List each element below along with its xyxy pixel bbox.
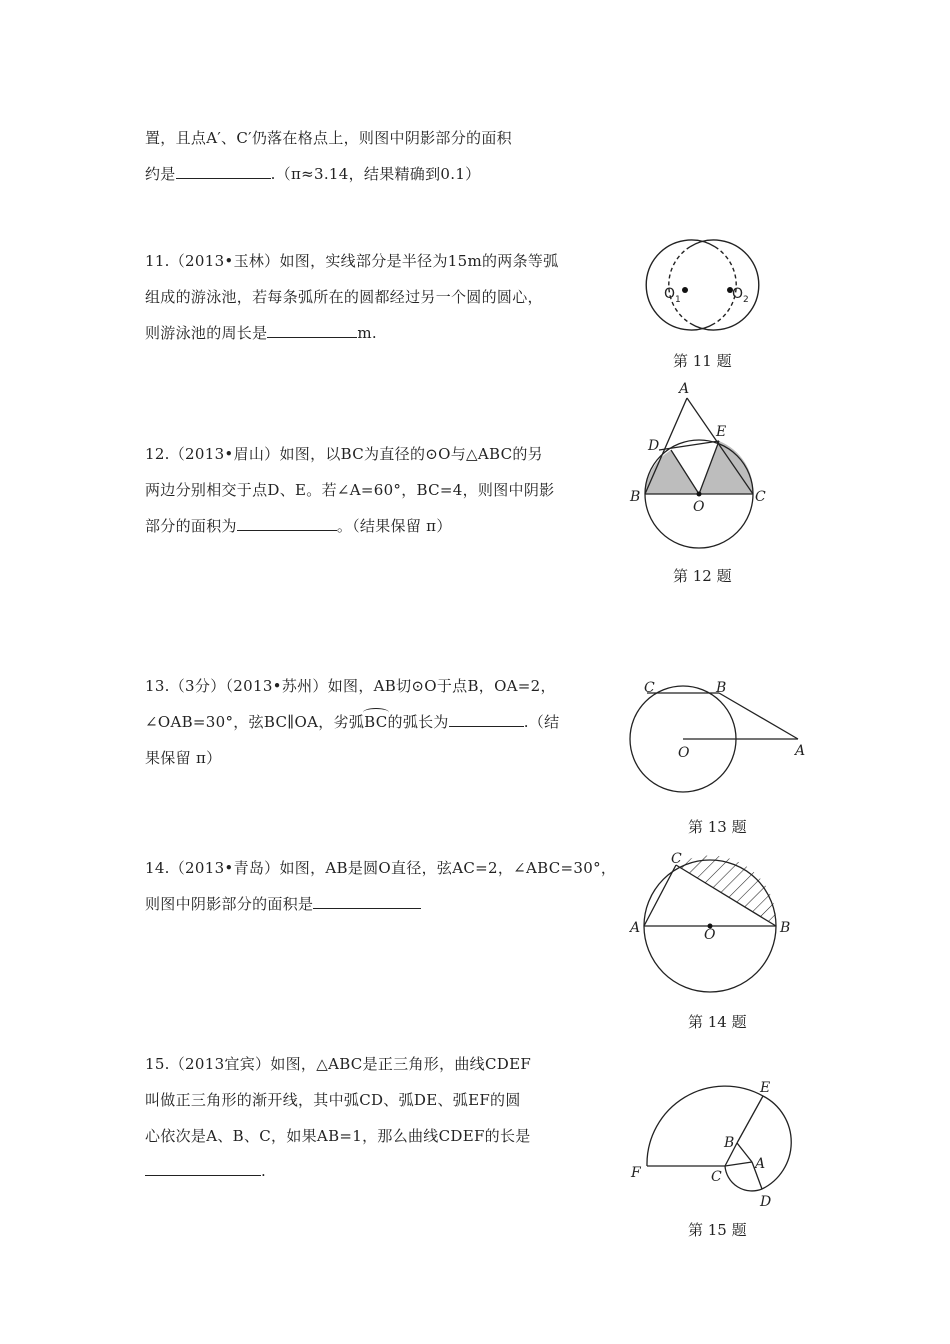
caption-13: 第 13 题 (688, 818, 747, 836)
center-o1 (682, 287, 688, 293)
figure-13 (620, 675, 810, 800)
caption-14: 第 14 题 (688, 1013, 747, 1031)
q15-line-2: 叫做正三角形的渐开线，其中弧CD、弧DE、弧EF的圆 (145, 1091, 521, 1109)
q12-line-1: 12.（2013•眉山）如图，以BC为直径的⊙O与△ABC的另 (145, 445, 543, 463)
label-a: A (679, 381, 690, 397)
left-circle-dashed-arc (715, 247, 736, 323)
q12-line-3 (145, 515, 452, 536)
q12-line-3-prefix: 部分的面积为 (145, 517, 237, 535)
caption-11: 第 11 题 (673, 352, 732, 370)
point-o (697, 492, 702, 497)
label-a: A (755, 1156, 766, 1172)
q15-line-4 (145, 1161, 266, 1180)
chord-ac (644, 865, 676, 926)
q15-line-3: 心依次是A、B、C，如果AB=1，那么曲线CDEF的长是 (145, 1127, 531, 1145)
intro-line-2-suffix: .（π≈3.14，结果精确到0.1） (270, 165, 481, 183)
label-o: O (678, 745, 690, 761)
q14-line-2-prefix: 则图中阴影部分的面积是 (145, 895, 314, 913)
label-o2: $O_2$ (732, 286, 749, 305)
answer-blank[interactable] (267, 323, 357, 338)
figure-12 (625, 378, 775, 553)
shaded-left (645, 450, 699, 494)
arc-de (762, 1096, 791, 1189)
q13-line-2 (145, 711, 559, 732)
q12-line-2: 两边分别相交于点D、E。若∠A=60°，BC=4，则图中阴影 (145, 481, 555, 499)
q13-line-2-mid: 的弧长为 (387, 713, 449, 731)
label-c: C (711, 1169, 722, 1185)
label-b: B (780, 920, 791, 936)
hatched-segment (676, 855, 776, 926)
answer-blank[interactable] (449, 712, 524, 727)
label-b: B (724, 1135, 735, 1151)
intro-line-2 (145, 163, 480, 184)
figure-11 (640, 240, 780, 340)
q11-line-3-suffix: m. (357, 324, 377, 342)
q13-line-2-suffix: .（结 (523, 713, 560, 731)
answer-blank[interactable] (313, 894, 421, 909)
q13-line-2-prefix: ∠OAB=30°，弦BC∥OA，劣弧 (145, 713, 365, 731)
caption-12: 第 12 题 (673, 567, 732, 585)
q13-line-1: 13.（3分）（2013•苏州）如图，AB切⊙O于点B，OA=2， (145, 677, 556, 695)
right-circle-arc (690, 240, 759, 330)
figure-14 (625, 848, 800, 993)
segment-ba (737, 1143, 752, 1162)
label-b: B (630, 489, 641, 505)
q12-line-3-suffix: 。（结果保留 π） (336, 517, 452, 535)
left-circle-arc (646, 240, 715, 330)
label-o: O (693, 499, 705, 515)
q14-line-1: 14.（2013•青岛）如图，AB是圆O直径，弦AC=2，∠ABC=30°， (145, 859, 617, 877)
q14-line-2 (145, 893, 421, 914)
label-a: A (795, 743, 806, 759)
q11-line-3-prefix: 则游泳池的周长是 (145, 324, 268, 342)
q11-line-1: 11.（2013•玉林）如图，实线部分是半径为15m的两条等弧 (145, 252, 559, 270)
label-f: F (631, 1165, 641, 1181)
label-d: D (648, 438, 660, 454)
segment-be (737, 1096, 763, 1143)
intro-line-1: 置，且点A′、C′仍落在格点上，则图中阴影部分的面积 (145, 129, 512, 147)
q11-line-2: 组成的游泳池，若每条弧所在的圆都经过另一个圆的圆心， (145, 288, 543, 306)
label-a: A (630, 920, 641, 936)
label-c: C (671, 851, 682, 867)
label-c: C (644, 680, 655, 696)
answer-blank[interactable] (176, 164, 271, 179)
label-o1: $O_1$ (664, 286, 681, 305)
arc-bc-text: BC (364, 713, 388, 731)
label-b: B (716, 680, 727, 696)
answer-blank[interactable] (145, 1161, 261, 1176)
q15-line-1: 15.（2013宜宾）如图，△ABC是正三角形，曲线CDEF (145, 1055, 532, 1073)
shaded-right (699, 441, 753, 494)
q13-line-3: 果保留 π） (145, 749, 222, 767)
label-d: D (760, 1194, 772, 1210)
segment-ca (725, 1162, 752, 1166)
label-c: C (755, 489, 766, 505)
label-o: O (704, 927, 716, 943)
q15-line-4-suffix: . (261, 1162, 267, 1180)
caption-15: 第 15 题 (688, 1221, 747, 1239)
label-e: E (716, 424, 727, 440)
label-e: E (760, 1080, 771, 1096)
q11-line-3 (145, 322, 377, 343)
right-circle-dashed-arc (669, 247, 690, 323)
answer-blank[interactable] (237, 516, 337, 531)
intro-line-2-prefix: 约是 (145, 165, 176, 183)
figure-15 (625, 1078, 805, 1213)
